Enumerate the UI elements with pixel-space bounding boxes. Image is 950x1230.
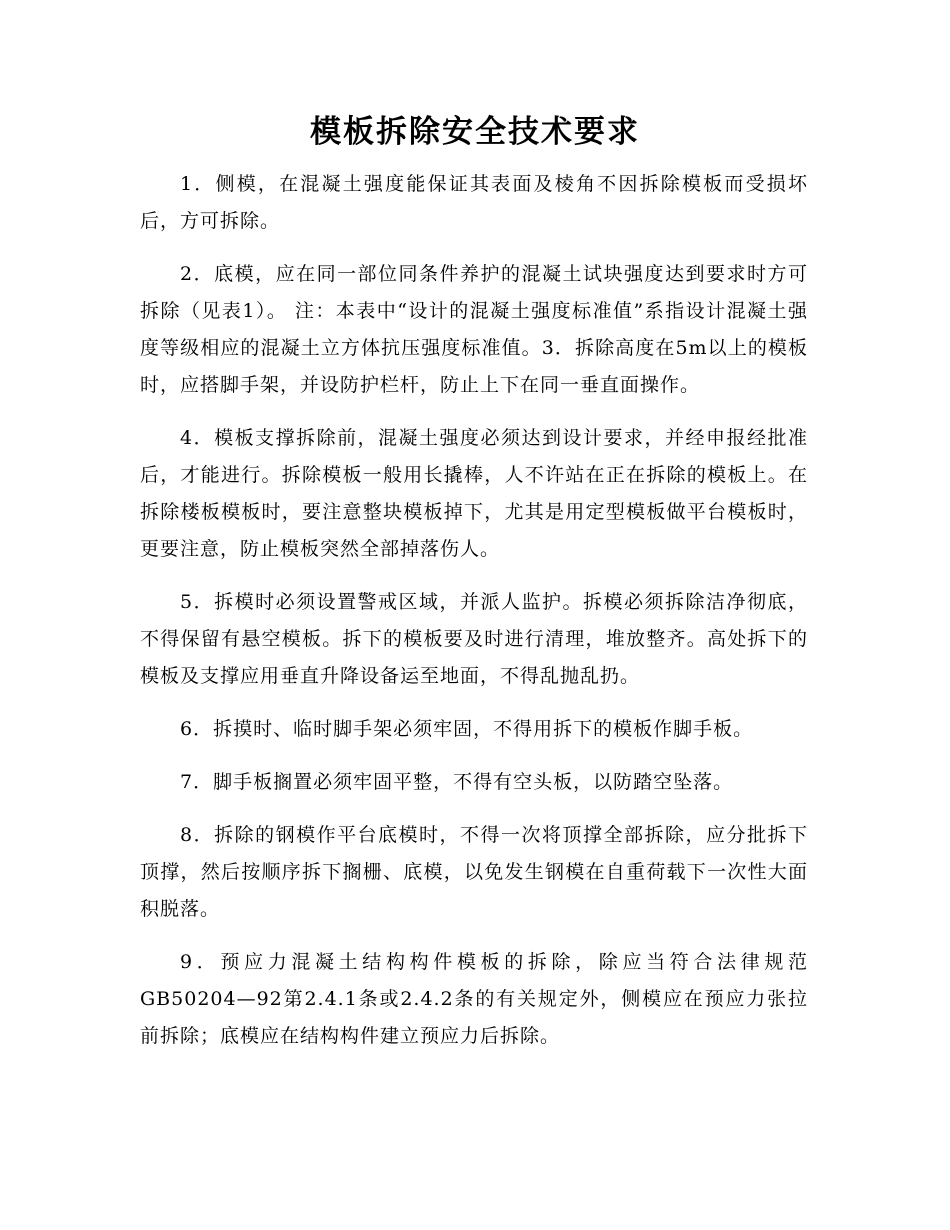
paragraph-7: 7．脚手板搁置必须牢固平整，不得有空头板，以防踏空坠落。 <box>180 771 734 793</box>
document-body <box>140 166 808 1071</box>
paragraph-4: 4．模板支撑拆除前，混凝土强度必须达到设计要求，并经申报经批准后，才能进行。拆除模板一般用长撬棒，人不许站在正在拆除的模板上。在拆除楼板模板时，要注意整块模板掉下，尤其是用定型模板做平台模板时，更要注意，防止模板突然全部掉落伤人。 <box>140 427 808 560</box>
paragraph-8: 8．拆除的钢模作平台底模时，不得一次将顶撑全部拆除，应分批拆下顶撑，然后按顺序拆下搁栅、底模，以免发生钢模在自重荷载下一次性大面积脱落。 <box>140 824 808 920</box>
paragraph-2: 2．底模，应在同一部位同条件养护的混凝土试块强度达到要求时方可拆除（见表1）。 注：本表中“设计的混凝土强度标准值”系指设计混凝土强度等级相应的混凝土立方体抗压强度标准值。3．拆除高度在5m以上的模板时，应搭脚手架，并设防护栏杆，防止上下在同一垂直面操作。 <box>140 263 808 396</box>
paragraph-9: 9．预应力混凝土结构构件模板的拆除，除应当符合法律规范GB50204—92第2.4.1条或2.4.2条的有关规定外，侧模应在预应力张拉前拆除；底模应在结构构件建立预应力后拆除。 <box>140 951 808 1047</box>
document-title: 模板拆除安全技术要求 <box>310 114 640 150</box>
paragraph-6: 6．拆摸时、临时脚手架必须牢固，不得用拆下的模板作脚手板。 <box>180 718 754 740</box>
paragraph-5: 5．拆模时必须设置警戒区域，并派人监护。拆模必须拆除洁净彻底，不得保留有悬空模板。拆下的模板要及时进行清理，堆放整齐。高处拆下的模板及支撑应用垂直升降设备运至地面，不得乱抛乱扔。 <box>140 591 808 687</box>
paragraph-1: 1．侧模，在混凝土强度能保证其表面及棱角不因拆除模板而受损坏后，方可拆除。 <box>140 173 808 232</box>
